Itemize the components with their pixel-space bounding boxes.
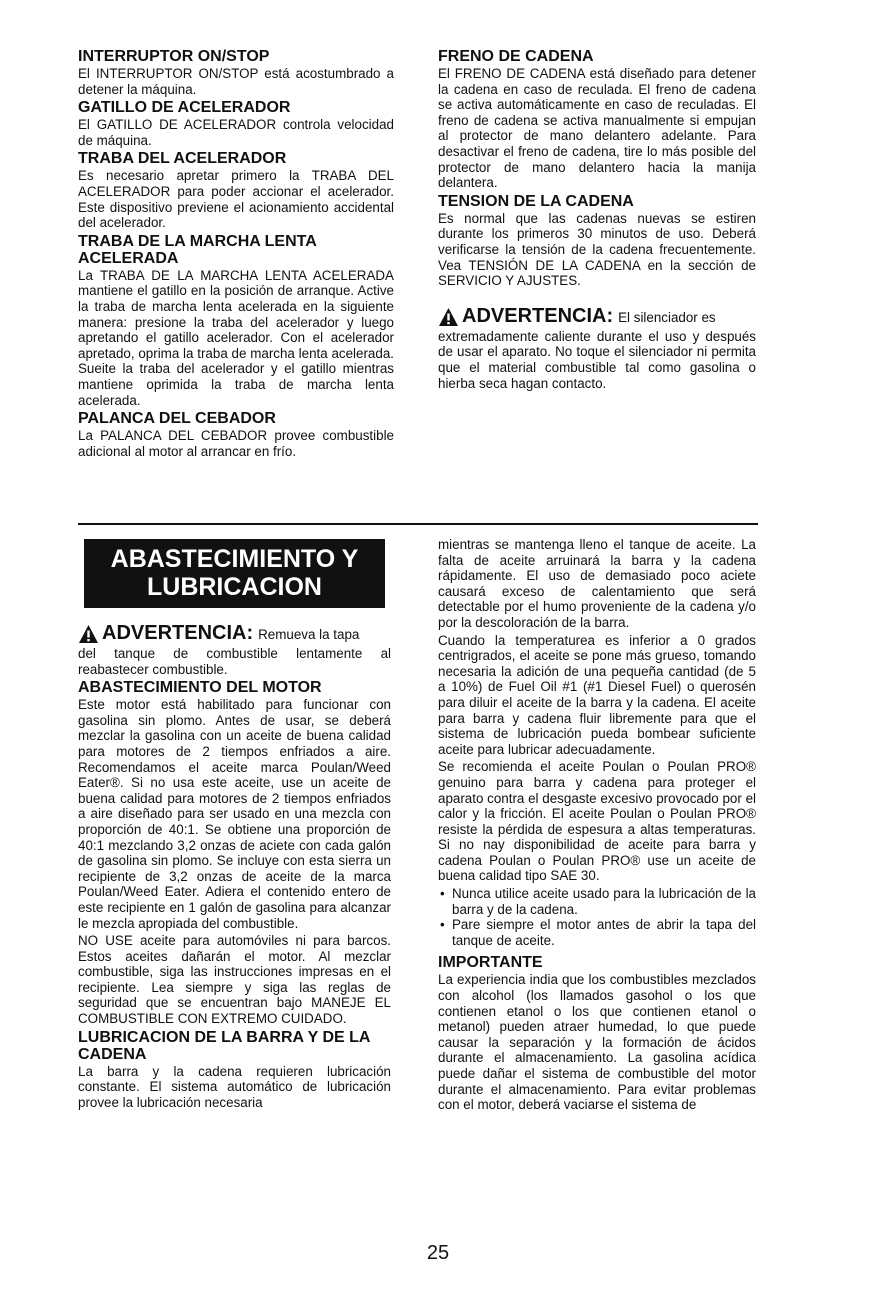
text-abastecimiento-motor-1: Este motor está habilitado para funcionar con gasolina sin plomo. Antes de usar, se deberá mezclar la gasolina con un aceite de buena calidad para motores de 2 tiempos enfriados a aire. Recomendamos el aceite marca Poulan/Weed Eater®. Si no usa este aceite, use un aceite de buena calidad para motores de 2 tiempos enfriados a aire diseñado para ser usado en una mezcla con proporción de 40:1. Se obtiene una proporción de 40:1 mezclando 3,2 onzas de aciete con cada galón de gasolina sin plomo. Se incluye con esta sierra un recipiente de 3,2 onzas de aceite de la marca Poulan/Weed Eater. Adiera el contenido entero de este recipiente en 1 galón de gasolina para alcanzar le mezcla apropiada del combustible.: [78, 697, 391, 931]
banner-line-2: LUBRICACION: [147, 573, 322, 601]
text-interruptor: El INTERRUPTOR ON/STOP está acostumbrado a detener la máquina.: [78, 66, 394, 97]
banner-line-1: ABASTECIMIENTO Y: [110, 545, 359, 573]
warning-title: ADVERTENCIA:: [102, 622, 254, 644]
warning-tapa: [78, 622, 391, 644]
heading-tension-cadena: TENSION DE LA CADENA: [438, 192, 634, 210]
warning-silenciador: [438, 305, 756, 327]
text-abastecimiento-motor-2: NO USE aceite para automóviles ni para barcos. Estos aceites dañarán el motor. Al mezclar combustible, siga las instrucciones impresas en el recipiente. Lea siempre y siga las reglas de seguridad que se encuentran bajo MANEJE EL COMBUSTIBLE CON EXTREMO CUIDADO.: [78, 933, 391, 1027]
warning-triangle-icon: [78, 624, 99, 644]
warning-lead: Remueva la tapa: [258, 627, 360, 642]
heading-palanca-cebador: PALANCA DEL CEBADOR: [78, 410, 276, 428]
text-importante: La experiencia india que los combustibles mezclados con alcohol (los llamados gasohol o los que contienen etanol o los que contienen etanol o metanol) pueden atraer humedad, lo que puede causar la separación y la formación de ácidos durante el almacenamiento. La gasolina acídica puede dañar el sistema de combustible del motor durante el almacenamiento. Para evitar problemas con el motor, deberá vaciarse el sistema de: [438, 972, 756, 1113]
text-gatillo: El GATILLO DE ACELERADOR controla velocidad de máquina.: [78, 117, 394, 148]
text-tension-cadena: Es normal que las cadenas nuevas se estiren durante los primeros 30 minutos de uso. Deberá verificarse la tensión de la cadena frecuentemente. Vea TENSIÓN DE LA CADENA en la sección de SERVICIO Y AJUSTES.: [438, 210, 756, 289]
heading-freno-cadena: FRENO DE CADENA: [438, 48, 594, 65]
text-aceite-3: Se recomienda el aceite Poulan o Poulan PRO® genuino para barra y cadena para proteger el aparato contra el desgaste excesivo provocado por el calor y la fricción. El aceite Poulan o Poulan PRO® resiste la pérdida de espesura a altas temperaturas. Si no nay disponibilidad de aceite para barra y cadena Poulan o Poulan PRO® use un aceite de buena calidad tipo SAE 30.: [438, 759, 756, 884]
text-aceite-1: mientras se mantenga lleno el tanque de aceite. La falta de aceite arruinará la barra y la cadena rápidamente. El uso de demasiado poco aciete causará exceso de calentamiento que será detectable por el humo proveniente de la cadena y/o por la descoloración de la barra.: [438, 537, 756, 630]
warning-lead: El silenciador es: [618, 309, 716, 325]
list-item: • Pare siempre el motor antes de abrir la tapa del tanque de aceite.: [452, 917, 756, 948]
warning-triangle-icon: [438, 307, 459, 327]
top-left-column: [78, 46, 394, 461]
section-banner: [84, 539, 385, 608]
heading-traba-marcha-lenta: TRABA DE LA MARCHA LENTA ACELERADA: [78, 232, 317, 267]
warning-tapa-text: del tanque de combustible lentamente al reabastecer combustible.: [78, 646, 391, 677]
heading-importante: IMPORTANTE: [438, 954, 543, 972]
page-number: 25: [426, 1242, 450, 1264]
top-right-column: [438, 46, 756, 393]
bullet-list: [438, 886, 756, 948]
heading-lubricacion: LUBRICACION DE LA BARRA Y DE LA CADENA: [78, 1028, 370, 1063]
warning-silenciador-text: extremadamente caliente durante el uso y después de usar el aparato. No toque el silenciador ni permita que el material combustible tal como gasolina o hierba seca hagan contacto.: [438, 328, 756, 391]
bottom-right-column: [438, 537, 756, 1115]
section-divider: [78, 523, 758, 525]
heading-gatillo: GATILLO DE ACELERADOR: [78, 99, 291, 117]
heading-abastecimiento-motor: ABASTECIMIENTO DEL MOTOR: [78, 679, 322, 697]
bottom-left-column: [78, 537, 391, 1112]
warning-title: ADVERTENCIA:: [462, 304, 614, 327]
text-freno-cadena: El FRENO DE CADENA está diseñado para detener la cadena en caso de reculada. El freno de cadena se activa automáticamente en caso de reculadas. El freno de cadena se activa manualmente si empujan al protector de mano delantero adelante. Para desactivar el freno de cadena, tire lo más posible del protector de mano delantero hacia la manija delantera.: [438, 66, 756, 191]
heading-traba-acelerador: TRABA DEL ACELERADOR: [78, 150, 287, 168]
heading-interruptor: INTERRUPTOR ON/STOP: [78, 48, 270, 65]
text-traba-acelerador: Es necesario apretar primero la TRABA DEL ACELERADOR para poder accionar el acelerador. Este dispositivo previene el acionamiento accidental del acelerador.: [78, 168, 394, 231]
text-palanca-cebador: La PALANCA DEL CEBADOR provee combustible adicional al motor al arrancar en frío.: [78, 428, 394, 459]
text-lubricacion: La barra y la cadena requieren lubricación constante. El sistema automático de lubricación provee la lubricación necesaria: [78, 1063, 391, 1110]
text-aceite-2: Cuando la temperaturea es inferior a 0 grados centrigrados, el aceite se pone más grueso, tomando necesaria la adición de una pequeña cantidad (de 5 a 10%) de Fuel Oil #1 (#1 Diesel Fuel) o querosén para diluir el aceite de la barra y la cadena. El aceite para barra y cadena fluir libremente para que el sistema de lubricación pueda bombear suficiente aceite para lubricar adecuadamente.: [438, 632, 756, 757]
text-traba-marcha-lenta: La TRABA DE LA MARCHA LENTA ACELERADA mantiene el gatillo en la posición de arranque. Active la traba de marcha lenta acelerada en la siguiente manera: presione la traba del acelerador y luego apretando el gatillo acelerador. Con el acelerador apretado, oprima la traba de marcha lenta acelerada. Sueite la traba del acelerador y el gatillo mientras mantiene oprimida la traba de marcha lenta acelerada.: [78, 267, 394, 408]
list-item: • Nunca utilice aceite usado para la lubricación de la barra y de la cadena.: [452, 886, 756, 917]
